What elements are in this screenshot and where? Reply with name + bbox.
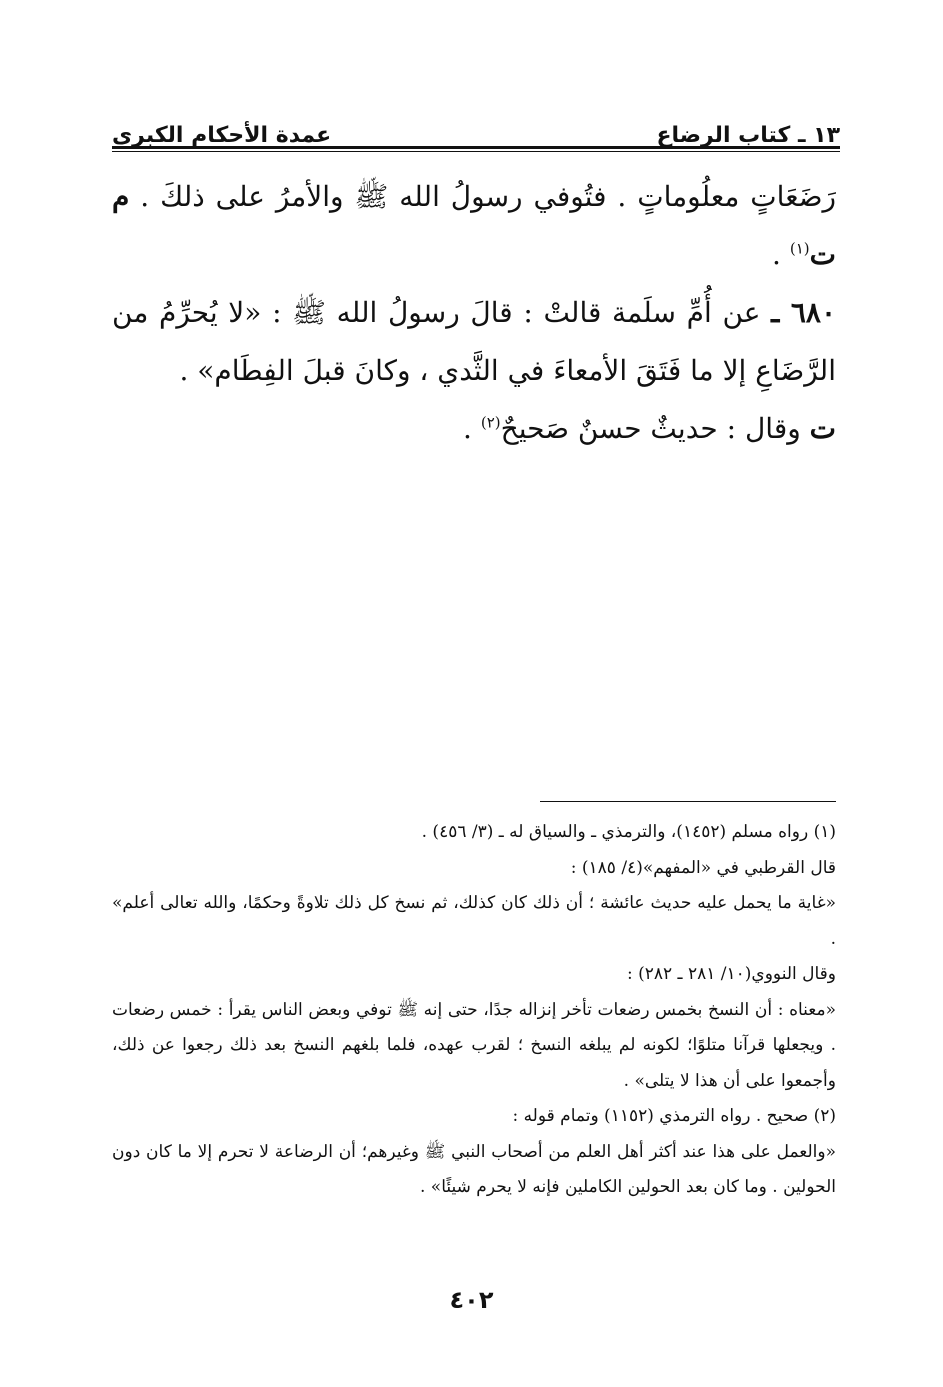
footnote-1: (١) رواه مسلم (١٤٥٢)، والترمذي ـ والسياق له ـ (٣/ ٤٥٦) .: [421, 822, 836, 842]
footnote-1-nawawi-intro: وقال النووي(١٠/ ٢٨١ ـ ٢٨٢) :: [626, 964, 836, 984]
chapter-title: ١٣ ـ كتاب الرضاع: [656, 123, 840, 148]
narrator-source: ت: [809, 412, 836, 445]
hadith-text: عن أُمِّ سلَمة قالتْ : قالَ رسولُ الله ﷺ : «لا يُحرِّمُ من الرَّضَاعِ إلا ما فَتَقَ الأمعاءَ في الثَّدي ، وكانَ قبلَ الفِطَام» .: [112, 296, 836, 387]
footnote-1-qurtubi-quote: «غاية ما يحمل عليه حديث عائشة ؛ أن ذلك كان كذلك، ثم نسخ كل ذلك تلاوةً وحكمًا، والله تعالى أعلم» .: [112, 893, 836, 949]
hadith-number: ٦٨٠ ـ: [771, 296, 836, 329]
line-end: .: [772, 238, 781, 271]
footnote-ref-2: (٢): [480, 413, 501, 432]
header-rule: [112, 146, 840, 149]
text-line-continuation: [112, 168, 836, 284]
footnote-ref-1: (١): [789, 239, 810, 258]
footnote-1-qurtubi-intro: قال القرطبي في «المفهم»(٤/ ١٨٥) :: [570, 857, 836, 878]
footnote-separator: [540, 801, 836, 802]
footnotes: [112, 815, 836, 1206]
header-rule-thin: [112, 151, 840, 152]
page-number: ٤٠٢: [449, 1286, 494, 1314]
narrator-text: وقال : حديثٌ حسنٌ صَحيحٌ: [500, 412, 801, 445]
hadith-680: [112, 284, 836, 400]
main-text: [112, 168, 836, 458]
narrator-end: .: [463, 412, 472, 445]
book-title: عمدة الأحكام الكبرى: [112, 123, 332, 148]
footnote-2: (٢) صحيح . رواه الترمذي (١١٥٢) وتمام قوله :: [512, 1106, 836, 1126]
continuation-text: رَضَعَاتٍ معلُوماتٍ . فتُوفي رسولُ الله ﷺ والأمرُ على ذلكَ .: [140, 180, 836, 213]
running-header: [112, 108, 840, 148]
source-abbrev: م ت: [112, 180, 836, 271]
footnote-2-quote: «والعمل على هذا عند أكثر أهل العلم من أصحاب النبي ﷺ وغيرهم؛ أن الرضاعة لا تحرم إلا ما كان دون الحولين . وما كان بعد الحولين الكاملين فإنه لا يحرم شيئًا» .: [112, 1141, 836, 1197]
narrator-comment: [112, 400, 836, 458]
footnote-1-nawawi-quote: «معناه : أن النسخ بخمس رضعات تأخر إنزاله جدًا، حتى إنه ﷺ توفي وبعض الناس يقرأ : خمس رضعات . ويجعلها قرآنا متلوًا؛ لكونه لم يبلغه النسخ ؛ لقرب عهده، فلما بلغهم النسخ بعد ذلك رجعوا عن ذلك، وأجمعوا على أن هذا لا يتلى» .: [112, 999, 836, 1091]
